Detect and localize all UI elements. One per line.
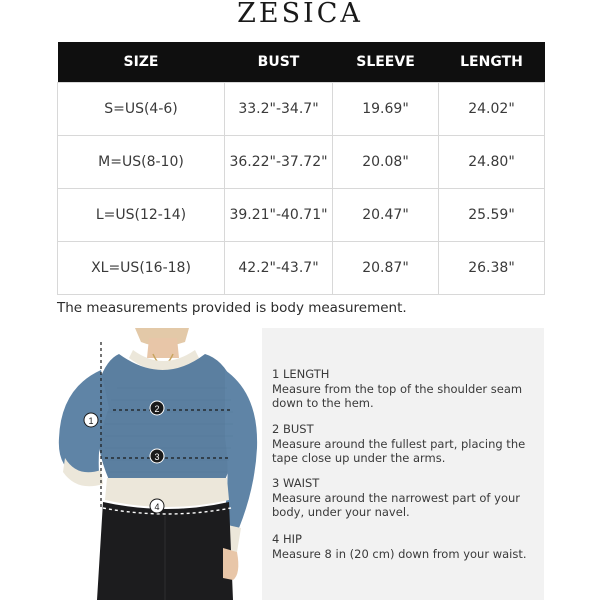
guide-title: 2 BUST [272,422,314,436]
marker-4 [150,499,164,513]
table-row [58,136,545,189]
marker-2 [150,401,164,415]
cell-sleeve: 19.69" [333,83,439,136]
marker-1 [84,413,98,427]
guide-title: 1 LENGTH [272,367,330,381]
cell-size: L=US(12-14) [58,189,225,242]
svg-text:3: 3 [154,452,160,462]
table-header-row [58,42,545,83]
cell-bust: 36.22"-37.72" [225,136,333,189]
model-neck [147,338,179,358]
guide-item-length [272,367,537,411]
table-row [58,83,545,136]
cell-size: XL=US(16-18) [58,242,225,295]
header-length: LENGTH [439,42,545,83]
brand-logo: ZESICA [237,0,363,29]
header-sleeve: SLEEVE [333,42,439,83]
model-photo [57,328,260,600]
header-size: SIZE [58,42,225,83]
sweater-hem [105,478,229,507]
cell-length: 24.02" [439,83,545,136]
guide-item-waist [272,476,537,520]
cell-sleeve: 20.47" [333,189,439,242]
cell-size: M=US(8-10) [58,136,225,189]
cell-length: 24.80" [439,136,545,189]
guide-item-hip [272,532,537,561]
svg-text:1: 1 [88,416,94,426]
cell-bust: 42.2"-43.7" [225,242,333,295]
cell-length: 26.38" [439,242,545,295]
guide-desc: Measure from the top of the shoulder seam down to the hem. [272,381,523,410]
table-row [58,242,545,295]
svg-text:4: 4 [154,502,160,512]
table-row [58,189,545,242]
guide-desc: Measure around the fullest part, placing the tape close up under the arms. [272,436,526,465]
right-hand [223,548,238,580]
measurement-note: The measurements provided is body measurement. [57,300,407,316]
cell-size: S=US(4-6) [58,83,225,136]
guide-desc: Measure 8 in (20 cm) down from your waist. [272,546,527,561]
sweater-body [96,354,238,480]
cell-sleeve: 20.08" [333,136,439,189]
cell-length: 25.59" [439,189,545,242]
guide-desc: Measure around the narrowest part of your body, under your navel. [272,490,520,519]
header-bust: BUST [225,42,333,83]
marker-3 [150,449,164,463]
guide-title: 3 WAIST [272,476,320,490]
guide-item-bust [272,422,537,466]
size-chart-table [57,42,545,295]
cell-bust: 39.21"-40.71" [225,189,333,242]
measurement-guide-panel [262,328,544,600]
svg-text:2: 2 [154,404,160,414]
cell-bust: 33.2"-34.7" [225,83,333,136]
guide-title: 4 HIP [272,532,302,546]
cell-sleeve: 20.87" [333,242,439,295]
